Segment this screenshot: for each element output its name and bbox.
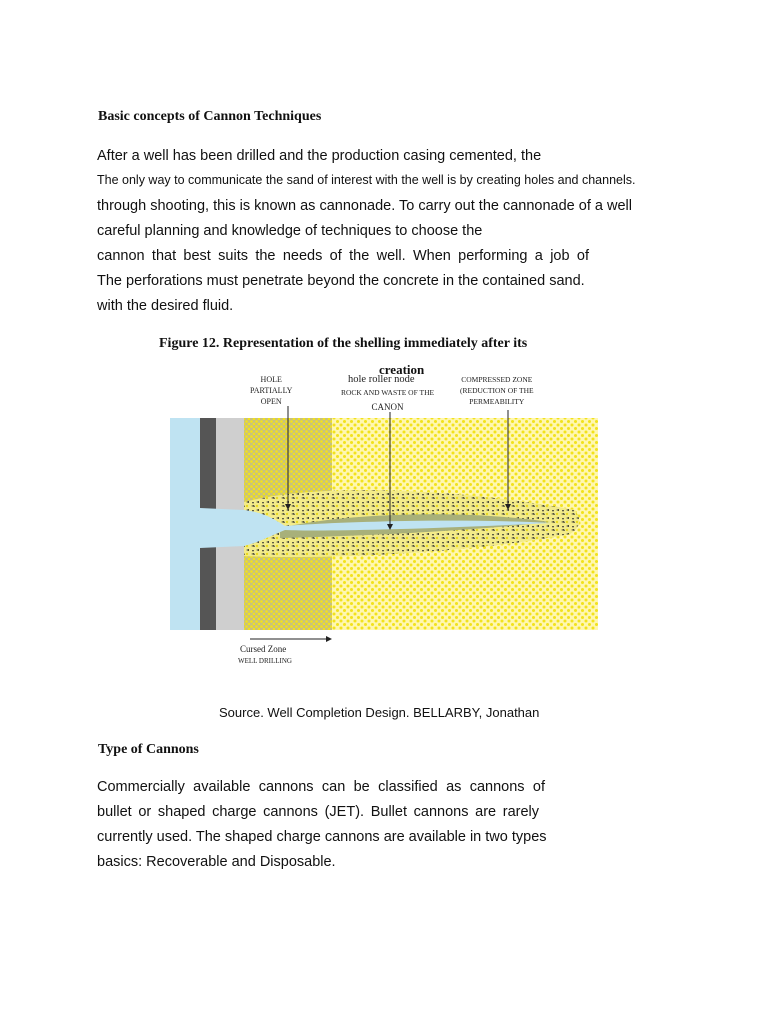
label-hole-partially-open	[250, 374, 292, 407]
paragraph-line: bullet or shaped charge cannons (JET). Bullet cannons are rarely	[97, 804, 539, 820]
section-heading-type-of-cannons: Type of Cannons	[98, 742, 199, 757]
wellbore-fluid	[170, 418, 200, 630]
label-line: PARTIALLY	[250, 386, 293, 395]
label-cursed-zone: Cursed Zone	[240, 644, 287, 654]
label-rock-waste	[341, 386, 434, 414]
label-line: HOLE	[260, 375, 282, 384]
paragraph-line: After a well has been drilled and the production casing cemented, the	[97, 148, 542, 164]
paragraph-line: The perforations must penetrate beyond the concrete in the contained sand.	[97, 273, 585, 289]
paragraph-line: careful planning and knowledge of techniques to choose the	[97, 223, 483, 239]
label-well-drilling: WELL DRILLING	[238, 657, 292, 665]
paragraph-line: cannon that best suits the needs of the well. When performing a job of	[97, 248, 589, 264]
label-line: OPEN	[260, 397, 282, 406]
figure-source: Source. Well Completion Design. BELLARBY, Jonathan	[219, 705, 540, 720]
paragraph-line: basics: Recoverable and Disposable.	[97, 854, 336, 870]
perforation-figure	[150, 360, 620, 690]
arrow-head	[326, 636, 332, 642]
label-line: ROCK AND WASTE OF THE	[341, 388, 435, 397]
figure-caption: Figure 12. Representation of the shelling immediately after its	[159, 336, 528, 351]
label-line: CANON	[371, 402, 404, 412]
label-line: COMPRESSED ZONE	[461, 375, 533, 384]
figure-caption-continued: creation	[379, 362, 425, 377]
paragraph-line: Commercially available cannons can be classified as cannons of	[97, 779, 545, 795]
paragraph-line: with the desired fluid.	[97, 298, 234, 314]
section-heading-cannon-techniques: Basic concepts of Cannon Techniques	[98, 109, 322, 124]
label-line: PERMEABILITY	[469, 397, 525, 406]
paragraph-line: through shooting, this is known as cannonade. To carry out the cannonade of a well	[97, 198, 632, 214]
label-line: (REDUCTION OF THE	[460, 386, 534, 395]
label-hole-roller-node: hole roller node	[348, 374, 415, 385]
paragraph-line: currently used. The shaped charge cannons are available in two types	[97, 829, 547, 845]
label-compressed-zone	[460, 374, 534, 407]
paragraph-line: The only way to communicate the sand of interest with the well is by creating holes and channels.	[97, 173, 636, 187]
